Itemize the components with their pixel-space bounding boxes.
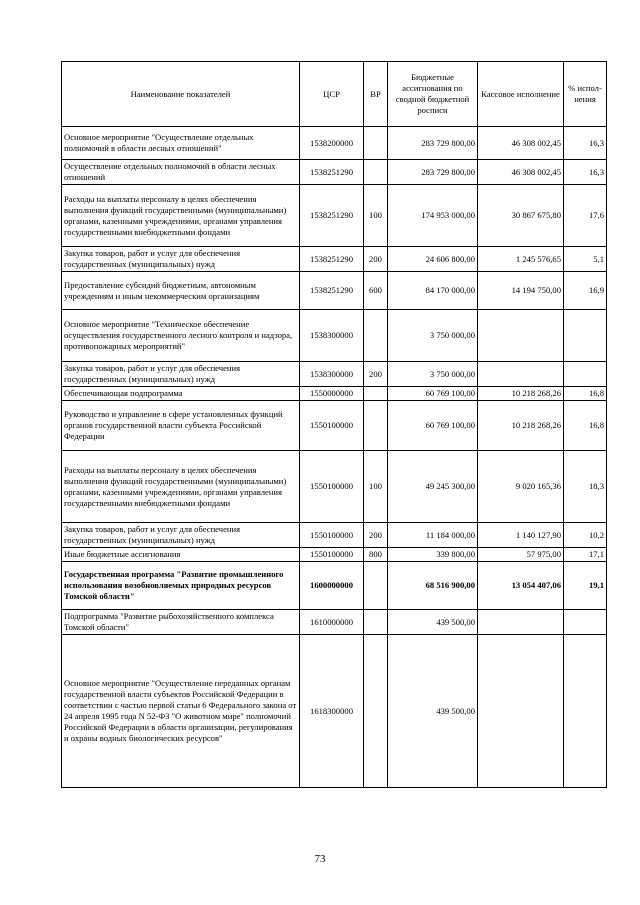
table-row — [62, 160, 607, 185]
table-row — [62, 548, 607, 562]
row-csr-cell: 1550100000 — [300, 451, 364, 523]
row-budget-cell: 11 184 000,00 — [388, 523, 478, 548]
table-row — [62, 610, 607, 635]
row-pct-cell: 16,8 — [564, 401, 607, 451]
row-pct-cell — [564, 610, 607, 635]
row-vr-cell — [364, 160, 388, 185]
row-vr-cell: 600 — [364, 272, 388, 310]
row-pct-cell: 17,1 — [564, 548, 607, 562]
row-pct-cell: 19,1 — [564, 562, 607, 610]
row-budget-cell: 3 750 000,00 — [388, 362, 478, 387]
budget-execution-table — [61, 61, 607, 788]
row-cash-cell: 1 140 127,90 — [478, 523, 564, 548]
row-budget-cell: 60 769 100,00 — [388, 387, 478, 401]
row-cash-cell: 30 867 675,80 — [478, 185, 564, 247]
row-vr-cell — [364, 387, 388, 401]
row-csr-cell: 1550000000 — [300, 387, 364, 401]
header-budget: Бюджетные ассигнования по сводной бюджетной росписи — [388, 62, 478, 127]
row-name-cell: Предоставление субсидий бюджетным, автономным учреждениям и иным некоммерческим организациям — [62, 272, 300, 310]
row-csr-cell: 1550100000 — [300, 401, 364, 451]
header-cash: Кассовое исполнение — [478, 62, 564, 127]
row-vr-cell: 100 — [364, 451, 388, 523]
row-csr-cell: 1600000000 — [300, 562, 364, 610]
row-name-cell: Осуществление отдельных полномочий в области лесных отношений — [62, 160, 300, 185]
table-row — [62, 562, 607, 610]
row-pct-cell: 16,3 — [564, 160, 607, 185]
row-cash-cell — [478, 362, 564, 387]
row-csr-cell: 1538251290 — [300, 160, 364, 185]
row-name-cell: Расходы на выплаты персоналу в целях обеспечения выполнения функций государственными (муниципальными) органами, казенными учреждениями, органами управления государственными внебюджетными фондами — [62, 451, 300, 523]
row-budget-cell: 283 729 800,00 — [388, 127, 478, 160]
table-row — [62, 635, 607, 788]
table-row — [62, 185, 607, 247]
row-cash-cell: 14 194 750,00 — [478, 272, 564, 310]
row-budget-cell: 24 606 800,00 — [388, 247, 478, 272]
row-name-cell: Основное мероприятие "Техническое обеспечение осуществления государственного лесного контроля и надзора, противопожарных мероприятий" — [62, 310, 300, 362]
row-name-cell: Руководство и управление в сфере установленных функций органов государственной власти субъекта Российской Федерации — [62, 401, 300, 451]
row-cash-cell: 46 308 002,45 — [478, 127, 564, 160]
row-budget-cell: 84 170 000,00 — [388, 272, 478, 310]
row-budget-cell: 439 500,00 — [388, 610, 478, 635]
table-header-row — [62, 62, 607, 127]
row-name-cell: Основное мероприятие "Осуществление отдельных полномочий в области лесных отношений" — [62, 127, 300, 160]
row-cash-cell: 10 218 268,26 — [478, 401, 564, 451]
row-budget-cell: 49 245 300,00 — [388, 451, 478, 523]
row-pct-cell: 10,2 — [564, 523, 607, 548]
row-name-cell: Закупка товаров, работ и услуг для обеспечения государственных (муниципальных) нужд — [62, 362, 300, 387]
page-number: 73 — [314, 853, 326, 865]
row-name-cell: Закупка товаров, работ и услуг для обеспечения государственных (муниципальных) нужд — [62, 247, 300, 272]
row-cash-cell — [478, 310, 564, 362]
row-pct-cell: 16,8 — [564, 387, 607, 401]
row-pct-cell — [564, 635, 607, 788]
row-vr-cell: 200 — [364, 362, 388, 387]
row-name-cell: Государственная программа "Развитие промышленного использования возобновляемых природных ресурсов Томской области" — [62, 562, 300, 610]
table-row — [62, 127, 607, 160]
row-vr-cell — [364, 310, 388, 362]
row-cash-cell — [478, 635, 564, 788]
table-row — [62, 523, 607, 548]
row-vr-cell — [364, 401, 388, 451]
row-pct-cell: 5,1 — [564, 247, 607, 272]
row-name-cell: Закупка товаров, работ и услуг для обеспечения государственных (муниципальных) нужд — [62, 523, 300, 548]
row-pct-cell: 16,9 — [564, 272, 607, 310]
table-row — [62, 401, 607, 451]
header-vr: ВР — [364, 62, 388, 127]
row-pct-cell: 16,3 — [564, 127, 607, 160]
table-row — [62, 272, 607, 310]
row-csr-cell: 1538200000 — [300, 127, 364, 160]
row-csr-cell: 1550100000 — [300, 523, 364, 548]
row-name-cell: Обеспечивающая подпрограмма — [62, 387, 300, 401]
row-name-cell: Иные бюджетные ассигнования — [62, 548, 300, 562]
table-row — [62, 387, 607, 401]
row-cash-cell: 1 245 576,65 — [478, 247, 564, 272]
table-row — [62, 451, 607, 523]
table-body — [62, 127, 607, 788]
row-cash-cell: 9 020 165,36 — [478, 451, 564, 523]
row-vr-cell: 100 — [364, 185, 388, 247]
row-budget-cell: 3 750 000,00 — [388, 310, 478, 362]
row-budget-cell: 60 769 100,00 — [388, 401, 478, 451]
row-csr-cell: 1538251290 — [300, 247, 364, 272]
row-budget-cell: 174 953 000,00 — [388, 185, 478, 247]
row-cash-cell: 46 308 002,45 — [478, 160, 564, 185]
table-row — [62, 247, 607, 272]
row-cash-cell: 10 218 268,26 — [478, 387, 564, 401]
row-pct-cell: 18,3 — [564, 451, 607, 523]
header-name: Наименование показателей — [62, 62, 300, 127]
row-budget-cell: 283 729 800,00 — [388, 160, 478, 185]
row-csr-cell: 1538251290 — [300, 272, 364, 310]
table-row — [62, 362, 607, 387]
table-row — [62, 310, 607, 362]
row-csr-cell: 1538300000 — [300, 310, 364, 362]
row-vr-cell: 800 — [364, 548, 388, 562]
row-name-cell: Подпрограмма "Развитие рыбохозяйственного комплекса Томской области" — [62, 610, 300, 635]
header-csr: ЦСР — [300, 62, 364, 127]
row-csr-cell: 1538300000 — [300, 362, 364, 387]
row-cash-cell: 57 975,00 — [478, 548, 564, 562]
row-pct-cell: 17,6 — [564, 185, 607, 247]
row-vr-cell: 200 — [364, 247, 388, 272]
row-pct-cell — [564, 310, 607, 362]
row-csr-cell: 1538251290 — [300, 185, 364, 247]
row-cash-cell — [478, 610, 564, 635]
row-cash-cell: 13 054 407,06 — [478, 562, 564, 610]
row-vr-cell — [364, 635, 388, 788]
row-vr-cell — [364, 562, 388, 610]
row-budget-cell: 439 500,00 — [388, 635, 478, 788]
row-pct-cell — [564, 362, 607, 387]
row-name-cell: Расходы на выплаты персоналу в целях обеспечения выполнения функций государственными (муниципальными) органами, казенными учреждениями, органами управления государственными внебюджетными фондами — [62, 185, 300, 247]
row-vr-cell — [364, 610, 388, 635]
row-budget-cell: 68 516 900,00 — [388, 562, 478, 610]
row-csr-cell: 1618300000 — [300, 635, 364, 788]
row-name-cell: Основное мероприятие "Осуществление переданных органам государственной власти субъектов Российской Федерации в соответствии с частью первой статьи 6 Федерального закона от 24 апреля 1995 года N 52-ФЗ "О животном мире" полномочий Российской Федерации в области организации, регулирования и охраны водных биологических ресурсов" — [62, 635, 300, 788]
header-pct: % испол-нения — [564, 62, 607, 127]
row-csr-cell: 1550100000 — [300, 548, 364, 562]
row-csr-cell: 1610000000 — [300, 610, 364, 635]
row-vr-cell — [364, 127, 388, 160]
row-budget-cell: 339 800,00 — [388, 548, 478, 562]
row-vr-cell: 200 — [364, 523, 388, 548]
